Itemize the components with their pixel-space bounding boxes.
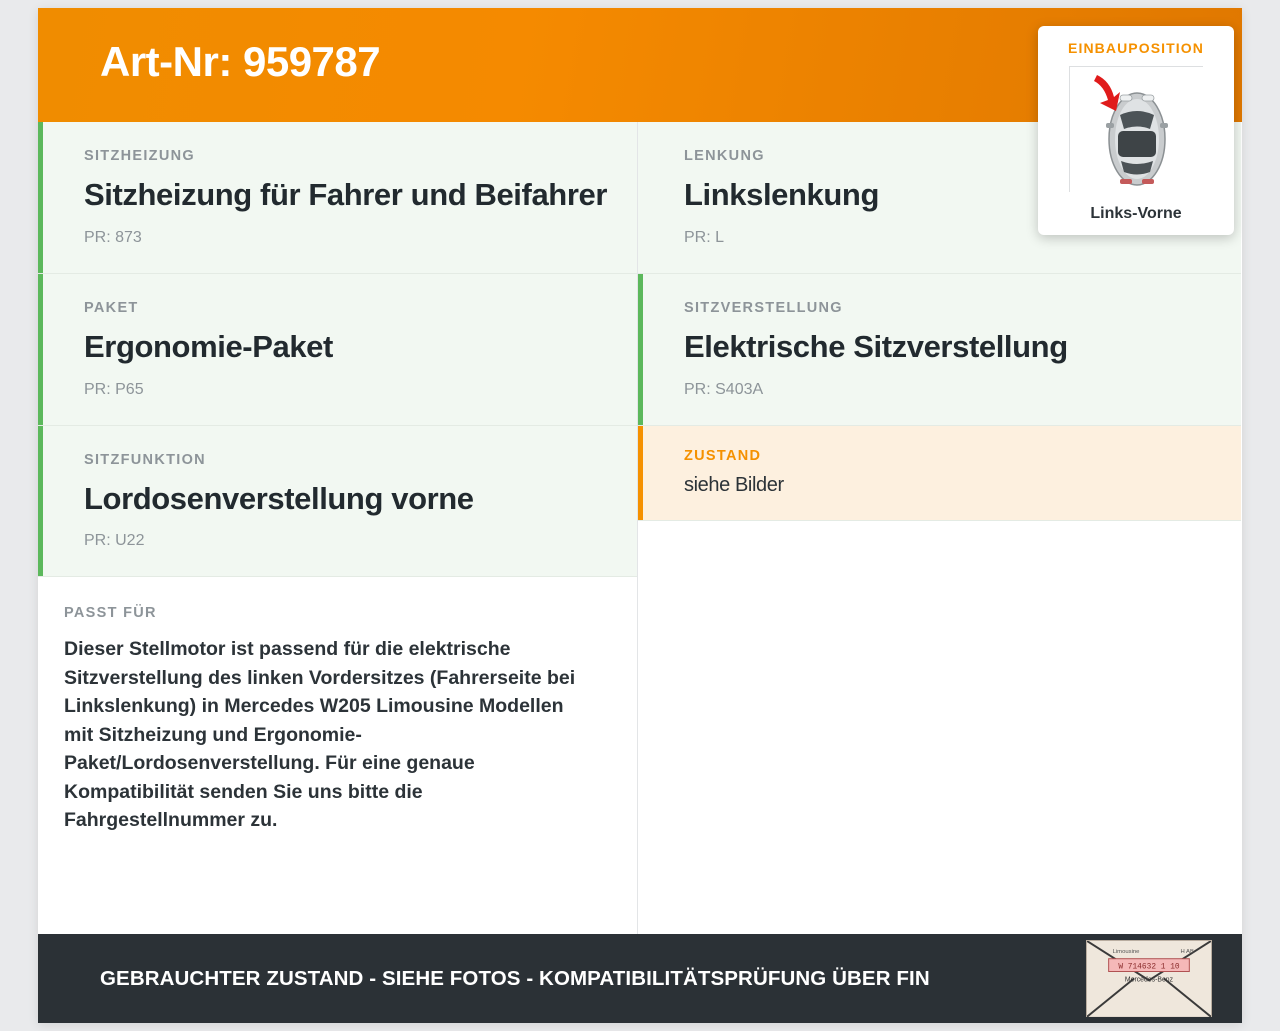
spec-pr-code: PR: S403A <box>684 380 764 398</box>
spec-item <box>38 426 637 578</box>
spec-column-right <box>638 122 1241 948</box>
footer-text: GEBRAUCHTER ZUSTAND - SIEHE FOTOS - KOMPATIBILITÄTSPRÜFUNG ÜBER FIN <box>100 966 930 990</box>
spec-label: PAKET <box>84 299 139 316</box>
spec-value: Linkslenkung <box>684 177 880 212</box>
condition-item <box>638 426 1241 521</box>
fits-for-label: PASST FÜR <box>64 605 157 622</box>
accent-bar <box>38 426 43 577</box>
condition-value: siehe Bilder <box>684 473 784 496</box>
fits-for-text: Dieser Stellmotor ist passend für die elektrische Sitzverstellung des linken Vordersitzes (Fahrerseite bei Linkslenkung) in Mercedes W205 Limousine Modellen mit Sitzheizung und Ergonomie-Paket/Lordosenverstellung. Für eine genaue Kompatibilität senden Sie uns bitte die Fahrgestellnummer zu. <box>64 638 576 832</box>
svg-text:Mercedes-Benz: Mercedes-Benz <box>1124 976 1174 984</box>
spec-body <box>38 122 1242 948</box>
spec-label: SITZHEIZUNG <box>84 148 195 164</box>
spec-pr-code: PR: U22 <box>84 532 145 550</box>
svg-text:H AB: H AB <box>1180 948 1194 955</box>
spec-pr-code: PR: 873 <box>84 228 142 246</box>
spec-value: Elektrische Sitzverstellung <box>684 328 1068 364</box>
condition-label: ZUSTAND <box>684 447 762 464</box>
car-top-view-with-arrow-icon <box>1069 66 1203 192</box>
spec-value: Sitzheizung für Fahrer und Beifahrer <box>84 177 607 212</box>
accent-bar <box>38 274 43 425</box>
accent-bar <box>638 274 643 425</box>
svg-text:W 714632 1 10: W 714632 1 10 <box>1118 962 1180 972</box>
spec-label: LENKUNG <box>684 148 765 164</box>
installation-position-caption: Links-Vorne <box>1090 205 1182 222</box>
spec-pr-code: PR: P65 <box>84 380 144 398</box>
accent-bar <box>638 426 643 520</box>
spec-item <box>638 274 1241 426</box>
installation-position-badge <box>1038 26 1234 235</box>
spec-label: SITZFUNKTION <box>84 451 206 468</box>
page-title: Art-Nr: 959787 <box>100 38 381 85</box>
spec-column-left <box>38 122 638 948</box>
footer-banner <box>38 934 1242 1023</box>
vehicle-type-plate-icon <box>1086 940 1212 1017</box>
info-card <box>38 8 1242 1023</box>
fits-for-block <box>38 577 637 854</box>
spec-pr-code: PR: L <box>684 228 725 246</box>
accent-bar <box>38 122 43 273</box>
spec-value: Ergonomie-Paket <box>84 328 333 364</box>
spec-item <box>38 274 637 426</box>
spec-label: SITZVERSTELLUNG <box>684 299 843 316</box>
installation-position-title: EINBAUPOSITION <box>1068 40 1204 56</box>
svg-text:Limousine: Limousine <box>1112 948 1140 955</box>
spec-value: Lordosenverstellung vorne <box>84 480 474 516</box>
spec-item <box>38 122 637 274</box>
